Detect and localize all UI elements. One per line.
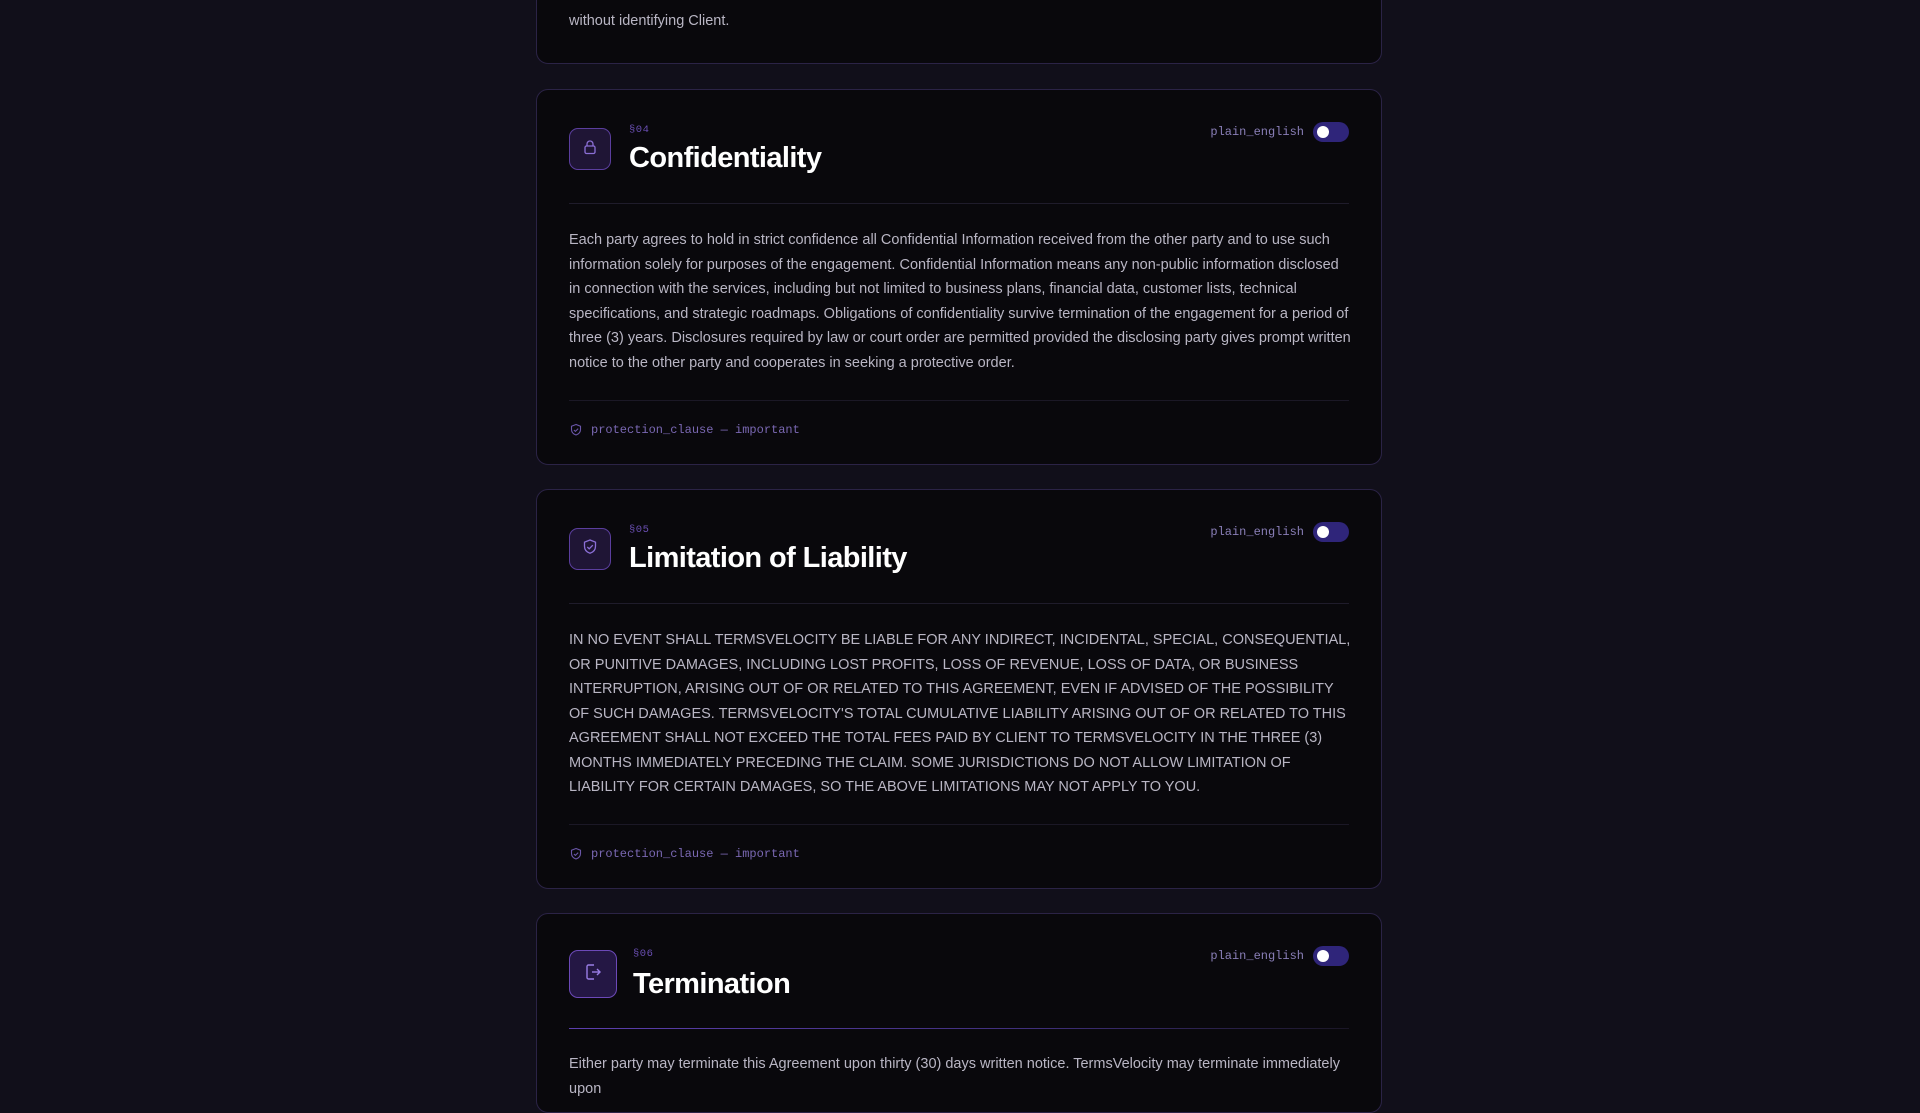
lock-icon: [582, 139, 598, 160]
toggle-label: plain_english: [1210, 125, 1304, 139]
shield-check-icon: [569, 847, 583, 861]
section-number: §05: [629, 524, 650, 536]
header-divider: [569, 1028, 1349, 1029]
toggle-knob: [1317, 950, 1329, 962]
section-title: Confidentiality: [629, 142, 822, 174]
plain-english-toggle[interactable]: [1313, 522, 1349, 542]
toggle-knob: [1317, 126, 1329, 138]
clause-tag: [569, 847, 800, 861]
section-number: §04: [629, 124, 650, 136]
shield-check-icon: [569, 423, 583, 437]
section-number: §06: [633, 948, 654, 960]
section-body-tail: without identifying Client.: [569, 13, 730, 29]
section-card-confidentiality: [536, 89, 1382, 465]
section-icon-box: [569, 950, 617, 998]
header-divider: [569, 203, 1349, 204]
section-card-termination: [536, 913, 1382, 1113]
toggle-label: plain_english: [1210, 949, 1304, 963]
plain-english-toggle[interactable]: [1313, 946, 1349, 966]
shield-check-icon: [581, 538, 599, 561]
toggle-label: plain_english: [1210, 525, 1304, 539]
section-card-limitation-of-liability: [536, 489, 1382, 889]
clause-tag-label: protection_clause — important: [591, 847, 800, 861]
exit-door-icon: [583, 962, 603, 987]
section-title: Termination: [633, 968, 791, 1000]
footer-divider: [569, 824, 1349, 825]
section-body: Each party agrees to hold in strict confidence all Confidential Information received from the other party and to use such information solely for purposes of the engagement. Confidential Information means any non-public information disclosed in connection with the services, including but not limited to business plans, financial data, customer lists, technical specifications, and strategic roadmaps. Obligations of confidentiality survive termination of the engagement for a period of three (3) years. Disclosures required by law or court order are permitted provided the disclosing party gives prompt written notice to the other party and cooperates in seeking a protective order.: [569, 232, 1351, 371]
section-body: Either party may terminate this Agreement upon thirty (30) days written notice. TermsVelocity may terminate immediately upon: [569, 1056, 1340, 1097]
section-icon-box: [569, 128, 611, 170]
clause-tag: [569, 423, 800, 437]
section-card-03: [536, 0, 1382, 64]
clause-tag-label: protection_clause — important: [591, 423, 800, 437]
header-divider: [569, 603, 1349, 604]
plain-english-toggle-group: [1210, 946, 1349, 966]
plain-english-toggle[interactable]: [1313, 122, 1349, 142]
plain-english-toggle-group: [1210, 522, 1349, 542]
footer-divider: [569, 400, 1349, 401]
section-title: Limitation of Liability: [629, 542, 907, 574]
section-body: IN NO EVENT SHALL TERMSVELOCITY BE LIABLE FOR ANY INDIRECT, INCIDENTAL, SPECIAL, CONSEQUENTIAL, OR PUNITIVE DAMAGES, INCLUDING LOST PROFITS, LOSS OF REVENUE, LOSS OF DATA, OR BUSINESS INTERRUPTION, ARISING OUT OF OR RELATED TO THIS AGREEMENT, EVEN IF ADVISED OF THE POSSIBILITY OF SUCH DAMAGES. TERMSVELOCITY'S TOTAL CUMULATIVE LIABILITY ARISING OUT OF OR RELATED TO THIS AGREEMENT SHALL NOT EXCEED THE TOTAL FEES PAID BY CLIENT TO TERMSVELOCITY IN THE THREE (3) MONTHS IMMEDIATELY PRECEDING THE CLAIM. SOME JURISDICTIONS DO NOT ALLOW LIMITATION OF LIABILITY FOR CERTAIN DAMAGES, SO THE ABOVE LIMITATIONS MAY NOT APPLY TO YOU.: [569, 632, 1351, 795]
section-icon-box: [569, 528, 611, 570]
toggle-knob: [1317, 526, 1329, 538]
plain-english-toggle-group: [1210, 122, 1349, 142]
